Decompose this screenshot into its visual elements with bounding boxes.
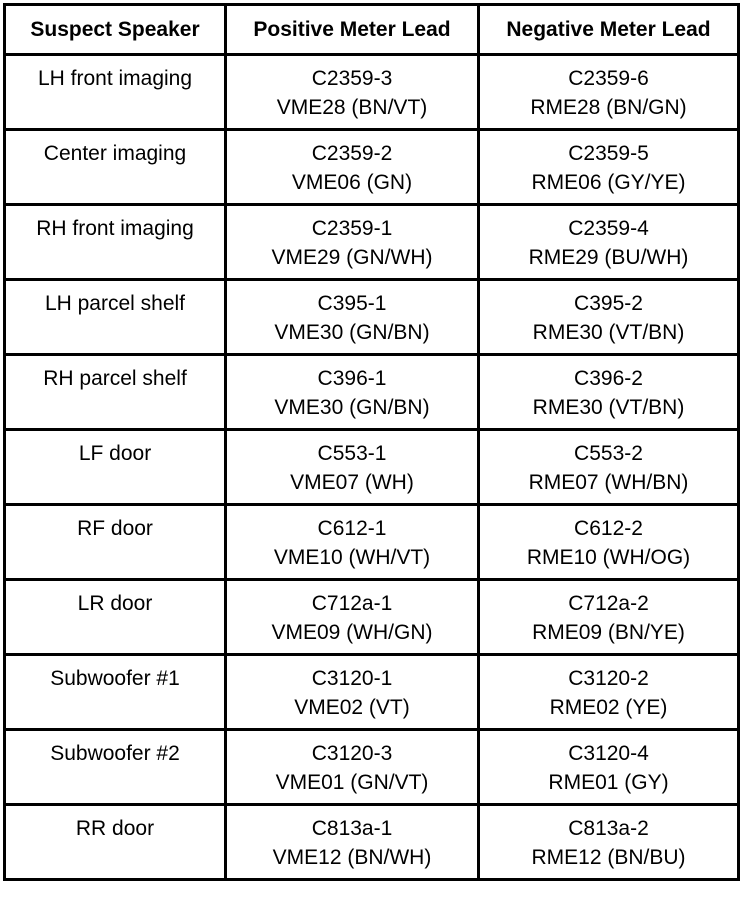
circuit-wire-color: VME28 (BN/VT)	[276, 96, 428, 119]
connector-pin: C2359-5	[568, 142, 649, 165]
speaker-name: RR door	[75, 817, 155, 840]
connector-pin: C612-2	[574, 517, 643, 540]
connector-pin: C395-1	[317, 292, 387, 315]
speaker-name: RH parcel shelf	[43, 367, 187, 390]
circuit-wire-color: RME06 (GY/YE)	[531, 171, 686, 194]
table-row	[5, 505, 739, 580]
negative-lead-cell	[479, 730, 739, 805]
negative-lead-cell	[479, 655, 739, 730]
positive-lead-cell	[226, 505, 479, 580]
circuit-wire-color: RME02 (YE)	[549, 696, 668, 719]
positive-lead-cell	[226, 55, 479, 130]
speaker-cell	[5, 355, 226, 430]
circuit-wire-color: VME30 (GN/BN)	[274, 321, 430, 344]
circuit-wire-color: VME01 (GN/VT)	[275, 771, 429, 794]
connector-pin: C813a-1	[311, 817, 393, 840]
speaker-cell	[5, 55, 226, 130]
connector-pin: C3120-1	[311, 667, 393, 690]
negative-lead-cell	[479, 805, 739, 880]
speaker-cell	[5, 130, 226, 205]
speaker-name: LH front imaging	[37, 67, 193, 90]
table-row	[5, 580, 739, 655]
circuit-wire-color: RME28 (BN/GN)	[530, 96, 687, 119]
connector-pin: C396-2	[574, 367, 643, 390]
circuit-wire-color: RME12 (BN/BU)	[531, 846, 686, 869]
connector-pin: C553-2	[574, 442, 643, 465]
table-row	[5, 655, 739, 730]
negative-lead-cell	[479, 505, 739, 580]
speaker-cell	[5, 205, 226, 280]
speaker-cell	[5, 730, 226, 805]
connector-pin: C395-2	[574, 292, 643, 315]
positive-lead-cell	[226, 430, 479, 505]
circuit-wire-color: VME02 (VT)	[294, 696, 410, 719]
speaker-cell	[5, 805, 226, 880]
header-negative-meter-lead: Negative Meter Lead	[479, 5, 739, 55]
negative-lead-cell	[479, 205, 739, 280]
table-row	[5, 430, 739, 505]
circuit-wire-color: VME06 (GN)	[291, 171, 413, 194]
connector-pin: C396-1	[317, 367, 387, 390]
speaker-cell	[5, 505, 226, 580]
circuit-wire-color: RME10 (WH/OG)	[526, 546, 691, 569]
circuit-wire-color: VME30 (GN/BN)	[274, 396, 430, 419]
table-row	[5, 280, 739, 355]
connector-pin: C612-1	[317, 517, 387, 540]
connector-pin: C2359-1	[311, 217, 393, 240]
connector-pin: C2359-3	[311, 67, 393, 90]
negative-lead-cell	[479, 280, 739, 355]
circuit-wire-color: VME07 (WH)	[290, 471, 414, 494]
connector-pin: C3120-3	[311, 742, 393, 765]
circuit-wire-color: VME29 (GN/WH)	[271, 246, 433, 269]
positive-lead-cell	[226, 730, 479, 805]
positive-lead-cell	[226, 655, 479, 730]
speaker-name: LF door	[78, 442, 152, 465]
negative-lead-cell	[479, 130, 739, 205]
speaker-cell	[5, 655, 226, 730]
speaker-name: LH parcel shelf	[44, 292, 186, 315]
circuit-wire-color: RME29 (BU/WH)	[528, 246, 689, 269]
connector-pin: C813a-2	[568, 817, 649, 840]
speaker-name: Subwoofer #1	[50, 667, 180, 690]
table-row	[5, 730, 739, 805]
circuit-wire-color: RME01 (GY)	[548, 771, 669, 794]
table-row	[5, 355, 739, 430]
positive-lead-cell	[226, 805, 479, 880]
circuit-wire-color: RME09 (BN/YE)	[532, 621, 685, 644]
negative-lead-cell	[479, 55, 739, 130]
speaker-name: Center imaging	[43, 142, 187, 165]
header-positive-meter-lead: Positive Meter Lead	[226, 5, 479, 55]
speaker-cell	[5, 430, 226, 505]
connector-pin: C3120-4	[568, 742, 649, 765]
connector-pin: C553-1	[317, 442, 387, 465]
positive-lead-cell	[226, 130, 479, 205]
speaker-name: RH front imaging	[36, 217, 194, 240]
connector-pin: C712a-2	[568, 592, 649, 615]
circuit-wire-color: VME12 (BN/WH)	[272, 846, 432, 869]
connector-pin: C3120-2	[568, 667, 649, 690]
circuit-wire-color: VME09 (WH/GN)	[271, 621, 433, 644]
positive-lead-cell	[226, 205, 479, 280]
table-row	[5, 805, 739, 880]
table-row	[5, 55, 739, 130]
speaker-cell	[5, 280, 226, 355]
positive-lead-cell	[226, 280, 479, 355]
table-body	[5, 55, 739, 880]
header-row	[5, 5, 739, 55]
header-suspect-speaker: Suspect Speaker	[5, 5, 226, 55]
circuit-wire-color: VME10 (WH/VT)	[273, 546, 431, 569]
connector-pin: C712a-1	[311, 592, 393, 615]
connector-pin: C2359-2	[311, 142, 393, 165]
speaker-name: RF door	[77, 517, 153, 540]
circuit-wire-color: RME07 (WH/BN)	[528, 471, 689, 494]
positive-lead-cell	[226, 580, 479, 655]
speaker-cell	[5, 580, 226, 655]
positive-lead-cell	[226, 355, 479, 430]
negative-lead-cell	[479, 355, 739, 430]
speaker-name: LR door	[77, 592, 153, 615]
speaker-test-table	[3, 3, 740, 881]
table-row	[5, 205, 739, 280]
circuit-wire-color: RME30 (VT/BN)	[532, 396, 685, 419]
table-row	[5, 130, 739, 205]
circuit-wire-color: RME30 (VT/BN)	[532, 321, 685, 344]
negative-lead-cell	[479, 430, 739, 505]
connector-pin: C2359-6	[568, 67, 649, 90]
connector-pin: C2359-4	[568, 217, 649, 240]
speaker-name: Subwoofer #2	[50, 742, 180, 765]
negative-lead-cell	[479, 580, 739, 655]
